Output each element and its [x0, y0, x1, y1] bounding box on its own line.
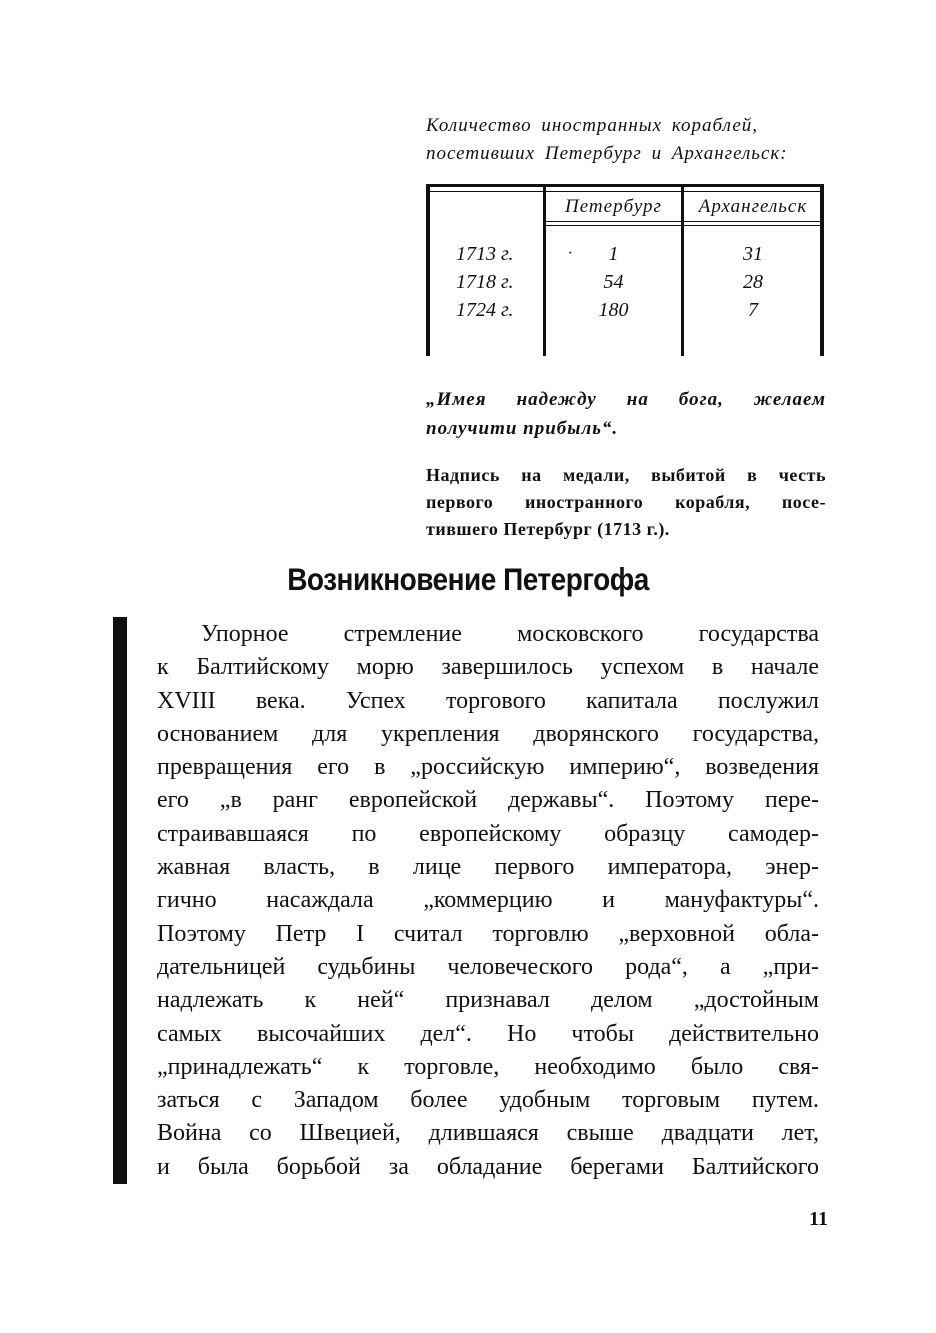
motto-line: „Имея надежду на бога, желаем — [426, 389, 826, 410]
margin-bar — [113, 617, 127, 1184]
ink-dot: · — [568, 245, 572, 262]
ships-table — [426, 184, 824, 356]
body-line: Война со Швецией, длившаяся свыше двадцати лет, — [157, 1120, 819, 1147]
row-arkhangelsk: 7 — [748, 299, 758, 321]
note-line: тившего Петербург (1713 г.). — [426, 519, 670, 539]
body-line: превращения его в „российскую империю“, возведения — [157, 754, 819, 781]
note-line: первого иностранного корабля, посе- — [426, 492, 826, 512]
row-year: 1724 г. — [456, 299, 514, 321]
body-line: самых высочайших дел“. Но чтобы действительно — [157, 1020, 819, 1047]
note-line: Надпись на медали, выбитой в честь — [426, 465, 826, 485]
body-line: надлежать к ней“ признавал делом „достойным — [157, 987, 819, 1014]
row-arkhangelsk: 28 — [743, 271, 763, 293]
row-petersburg: 180 — [598, 299, 629, 321]
body-line: гично насаждала „коммерцию и мануфактуры“. — [157, 887, 819, 914]
body-line: его „в ранг европейской державы“. Поэтому пере- — [157, 787, 819, 814]
section-title: Возникновение Петергофа — [287, 562, 649, 597]
motto-line: получити прибыль“. — [426, 418, 619, 439]
column-header-petersburg: Петербург — [565, 196, 662, 217]
row-petersburg: 1 — [608, 243, 619, 265]
body-line: Поэтому Петр I считал торговлю „верховной обла- — [157, 920, 819, 947]
table-row — [430, 268, 820, 296]
row-arkhangelsk: 31 — [743, 243, 763, 265]
body-line: основанием для укрепления дворянского государства, — [157, 720, 819, 747]
header-rule — [543, 221, 820, 226]
table-caption — [426, 112, 826, 168]
body-line: и была борьбой за обладание берегами Балтийского — [157, 1153, 819, 1180]
body-line: дательницей судьбины человеческого рода“, а „при- — [157, 953, 819, 980]
table-row — [430, 240, 820, 268]
row-year: 1713 г. — [456, 243, 514, 265]
caption-line: Количество иностранных кораблей, — [426, 115, 759, 136]
table-row — [430, 296, 820, 324]
medal-note — [426, 462, 826, 543]
body-line: страивавшаяся по европейскому образцу самодер- — [157, 820, 819, 847]
row-year: 1718 г. — [456, 271, 514, 293]
caption-line: посетивших Петербург и Архангельск: — [426, 143, 788, 164]
body-line: Упорное стремление московского государства — [201, 621, 819, 647]
row-petersburg: 54 — [603, 271, 624, 293]
page-number: 11 — [809, 1208, 828, 1230]
body-paragraph — [157, 618, 819, 1184]
body-line: к Балтийскому морю завершилось успехом в начале — [157, 654, 819, 681]
body-line: „принадлежать“ к торговле, необходимо было свя- — [157, 1053, 819, 1080]
body-line: заться с Западом более удобным торговым путем. — [157, 1087, 819, 1114]
column-header-arkhangelsk: Архангельск — [698, 196, 808, 217]
medal-motto — [426, 385, 826, 443]
body-line: XVIII века. Успех торгового капитала послужил — [157, 687, 819, 714]
body-line: жавная власть, в лице первого императора, энер- — [157, 854, 819, 881]
